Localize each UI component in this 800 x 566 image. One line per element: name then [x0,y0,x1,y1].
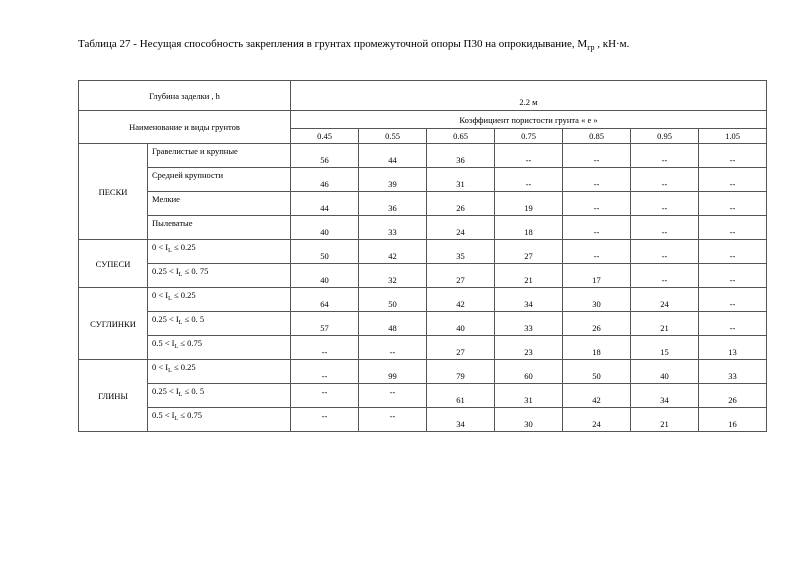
capacity-value: 42 [359,240,427,264]
capacity-value: 21 [631,312,699,336]
capacity-value: 44 [291,192,359,216]
table-row [79,408,767,432]
caption-suffix: , кН·м. [594,38,630,50]
capacity-value: 33 [699,360,767,384]
table-row [79,336,767,360]
subtype-range-end: ≤ 0.25 [171,290,196,300]
capacity-value: 50 [563,360,631,384]
capacity-value: 23 [495,336,563,360]
capacity-value: -- [631,240,699,264]
capacity-value: 27 [495,240,563,264]
capacity-value: -- [359,408,427,432]
table-row [79,312,767,336]
subtype-index: L [178,392,183,398]
soil-subtype [148,384,291,408]
table-row [79,240,767,264]
soils-label: Наименование и виды грунтов [79,111,291,144]
capacity-value: -- [563,240,631,264]
subtype-range-start: 0 < I [152,242,169,252]
depth-label: Глубина заделки , h [79,81,291,111]
capacity-value: 40 [631,360,699,384]
capacity-value: -- [563,216,631,240]
subtype-range-start: 0 < I [152,290,169,300]
capacity-value: 33 [495,312,563,336]
soil-group-name: ГЛИНЫ [79,360,148,432]
capacity-value: 24 [631,288,699,312]
capacity-value: -- [359,384,427,408]
capacity-value: -- [631,264,699,288]
subtype-range-start: 0.25 < I [152,386,179,396]
soil-group-name: СУПЕСИ [79,240,148,288]
capacity-value: -- [699,144,767,168]
capacity-value: 48 [359,312,427,336]
capacity-value: 21 [495,264,563,288]
capacity-value: 18 [495,216,563,240]
capacity-value: 42 [563,384,631,408]
soil-group-name: СУГЛИНКИ [79,288,148,360]
subtype-range-start: 0.5 < I [152,338,175,348]
capacity-value: 34 [427,408,495,432]
capacity-value: 56 [291,144,359,168]
soil-subtype: Мелкие [148,192,291,216]
capacity-value: -- [699,288,767,312]
subtype-range-end: ≤ 0. 5 [182,386,205,396]
capacity-value: 27 [427,336,495,360]
subtype-range-end: ≤ 0.75 [178,410,202,420]
capacity-value: 30 [495,408,563,432]
soil-group-name: ПЕСКИ [79,144,148,240]
subtype-index: L [174,344,179,350]
subtype-index: L [178,272,183,278]
capacity-value: 34 [631,384,699,408]
capacity-value: 26 [427,192,495,216]
capacity-value: 27 [427,264,495,288]
soil-subtype [148,288,291,312]
capacity-value: 18 [563,336,631,360]
soil-subtype: Средней крупности [148,168,291,192]
subtype-index: L [174,416,179,422]
capacity-value: -- [563,192,631,216]
subtype-index: L [168,248,172,254]
capacity-value: -- [699,192,767,216]
capacity-value: 35 [427,240,495,264]
capacity-value: 79 [427,360,495,384]
subtype-range-end: ≤ 0.25 [171,362,196,372]
capacity-value: -- [359,336,427,360]
capacity-value: -- [291,384,359,408]
capacity-value: 19 [495,192,563,216]
soil-subtype [148,408,291,432]
capacity-value: 36 [427,144,495,168]
capacity-value: 24 [563,408,631,432]
capacity-value: 26 [699,384,767,408]
capacity-value: 17 [563,264,631,288]
capacity-value: -- [699,168,767,192]
capacity-value: 50 [359,288,427,312]
capacity-value: 44 [359,144,427,168]
subtype-range-end: ≤ 0. 5 [182,314,205,324]
subtype-index: L [168,368,172,374]
capacity-value: -- [291,360,359,384]
capacity-value: -- [699,264,767,288]
porosity-value: 0.75 [495,129,563,144]
porosity-value: 0.95 [631,129,699,144]
capacity-value: -- [495,144,563,168]
capacity-value: -- [631,144,699,168]
capacity-value: 15 [631,336,699,360]
depth-value: 2.2 м [291,81,767,111]
capacity-value: -- [495,168,563,192]
capacity-value: 60 [495,360,563,384]
capacity-value: -- [631,168,699,192]
capacity-value: 61 [427,384,495,408]
capacity-value: 39 [359,168,427,192]
caption-text: Таблица 27 - Несущая способность закрепления в грунтах промежуточной опоры П30 на опрокидывание, M [78,38,588,50]
soil-subtype: Гравелистые и крупные [148,144,291,168]
table-row [79,144,767,168]
table-caption [78,38,629,52]
capacity-value: 40 [291,264,359,288]
capacity-value: 26 [563,312,631,336]
caption-subscript: гр [587,43,595,53]
capacity-value: 64 [291,288,359,312]
capacity-value: -- [631,216,699,240]
soil-subtype [148,312,291,336]
capacity-value: 36 [359,192,427,216]
capacity-value: 32 [359,264,427,288]
capacity-value: 42 [427,288,495,312]
porosity-label: Коэффициент пористости грунта « е » [291,111,767,129]
porosity-value: 0.55 [359,129,427,144]
subtype-index: L [178,320,183,326]
capacity-value: -- [699,240,767,264]
table-row [79,216,767,240]
capacity-value: 33 [359,216,427,240]
capacity-value: 40 [427,312,495,336]
table-row [79,384,767,408]
table-row [79,360,767,384]
soil-subtype [148,264,291,288]
porosity-value: 0.45 [291,129,359,144]
capacity-value: 31 [495,384,563,408]
table-row [79,192,767,216]
capacity-value: 34 [495,288,563,312]
table-row [79,168,767,192]
subtype-range-end: ≤ 0.75 [178,338,202,348]
capacity-value: -- [699,216,767,240]
capacity-value: 40 [291,216,359,240]
subtype-range-start: 0.25 < I [152,266,179,276]
table-row [79,288,767,312]
capacity-value: -- [631,192,699,216]
subtype-index: L [168,296,172,302]
soil-subtype: Пылеватые [148,216,291,240]
table-row [79,264,767,288]
soil-subtype [148,360,291,384]
capacity-value: 13 [699,336,767,360]
porosity-value: 0.85 [563,129,631,144]
bearing-capacity-table [78,80,767,432]
capacity-value: 50 [291,240,359,264]
porosity-value: 0.65 [427,129,495,144]
capacity-value: 30 [563,288,631,312]
subtype-range-start: 0.5 < I [152,410,175,420]
capacity-value: 46 [291,168,359,192]
capacity-value: -- [563,168,631,192]
capacity-value: 24 [427,216,495,240]
porosity-value: 1.05 [699,129,767,144]
subtype-range-end: ≤ 0. 75 [182,266,209,276]
capacity-value: 31 [427,168,495,192]
capacity-value: -- [699,312,767,336]
capacity-value: 99 [359,360,427,384]
subtype-range-start: 0 < I [152,362,169,372]
capacity-value: 57 [291,312,359,336]
soil-subtype [148,336,291,360]
capacity-value: -- [291,336,359,360]
capacity-value: 16 [699,408,767,432]
soil-subtype [148,240,291,264]
capacity-value: -- [563,144,631,168]
capacity-value: 21 [631,408,699,432]
subtype-range-start: 0.25 < I [152,314,179,324]
subtype-range-end: ≤ 0.25 [171,242,196,252]
capacity-value: -- [291,408,359,432]
